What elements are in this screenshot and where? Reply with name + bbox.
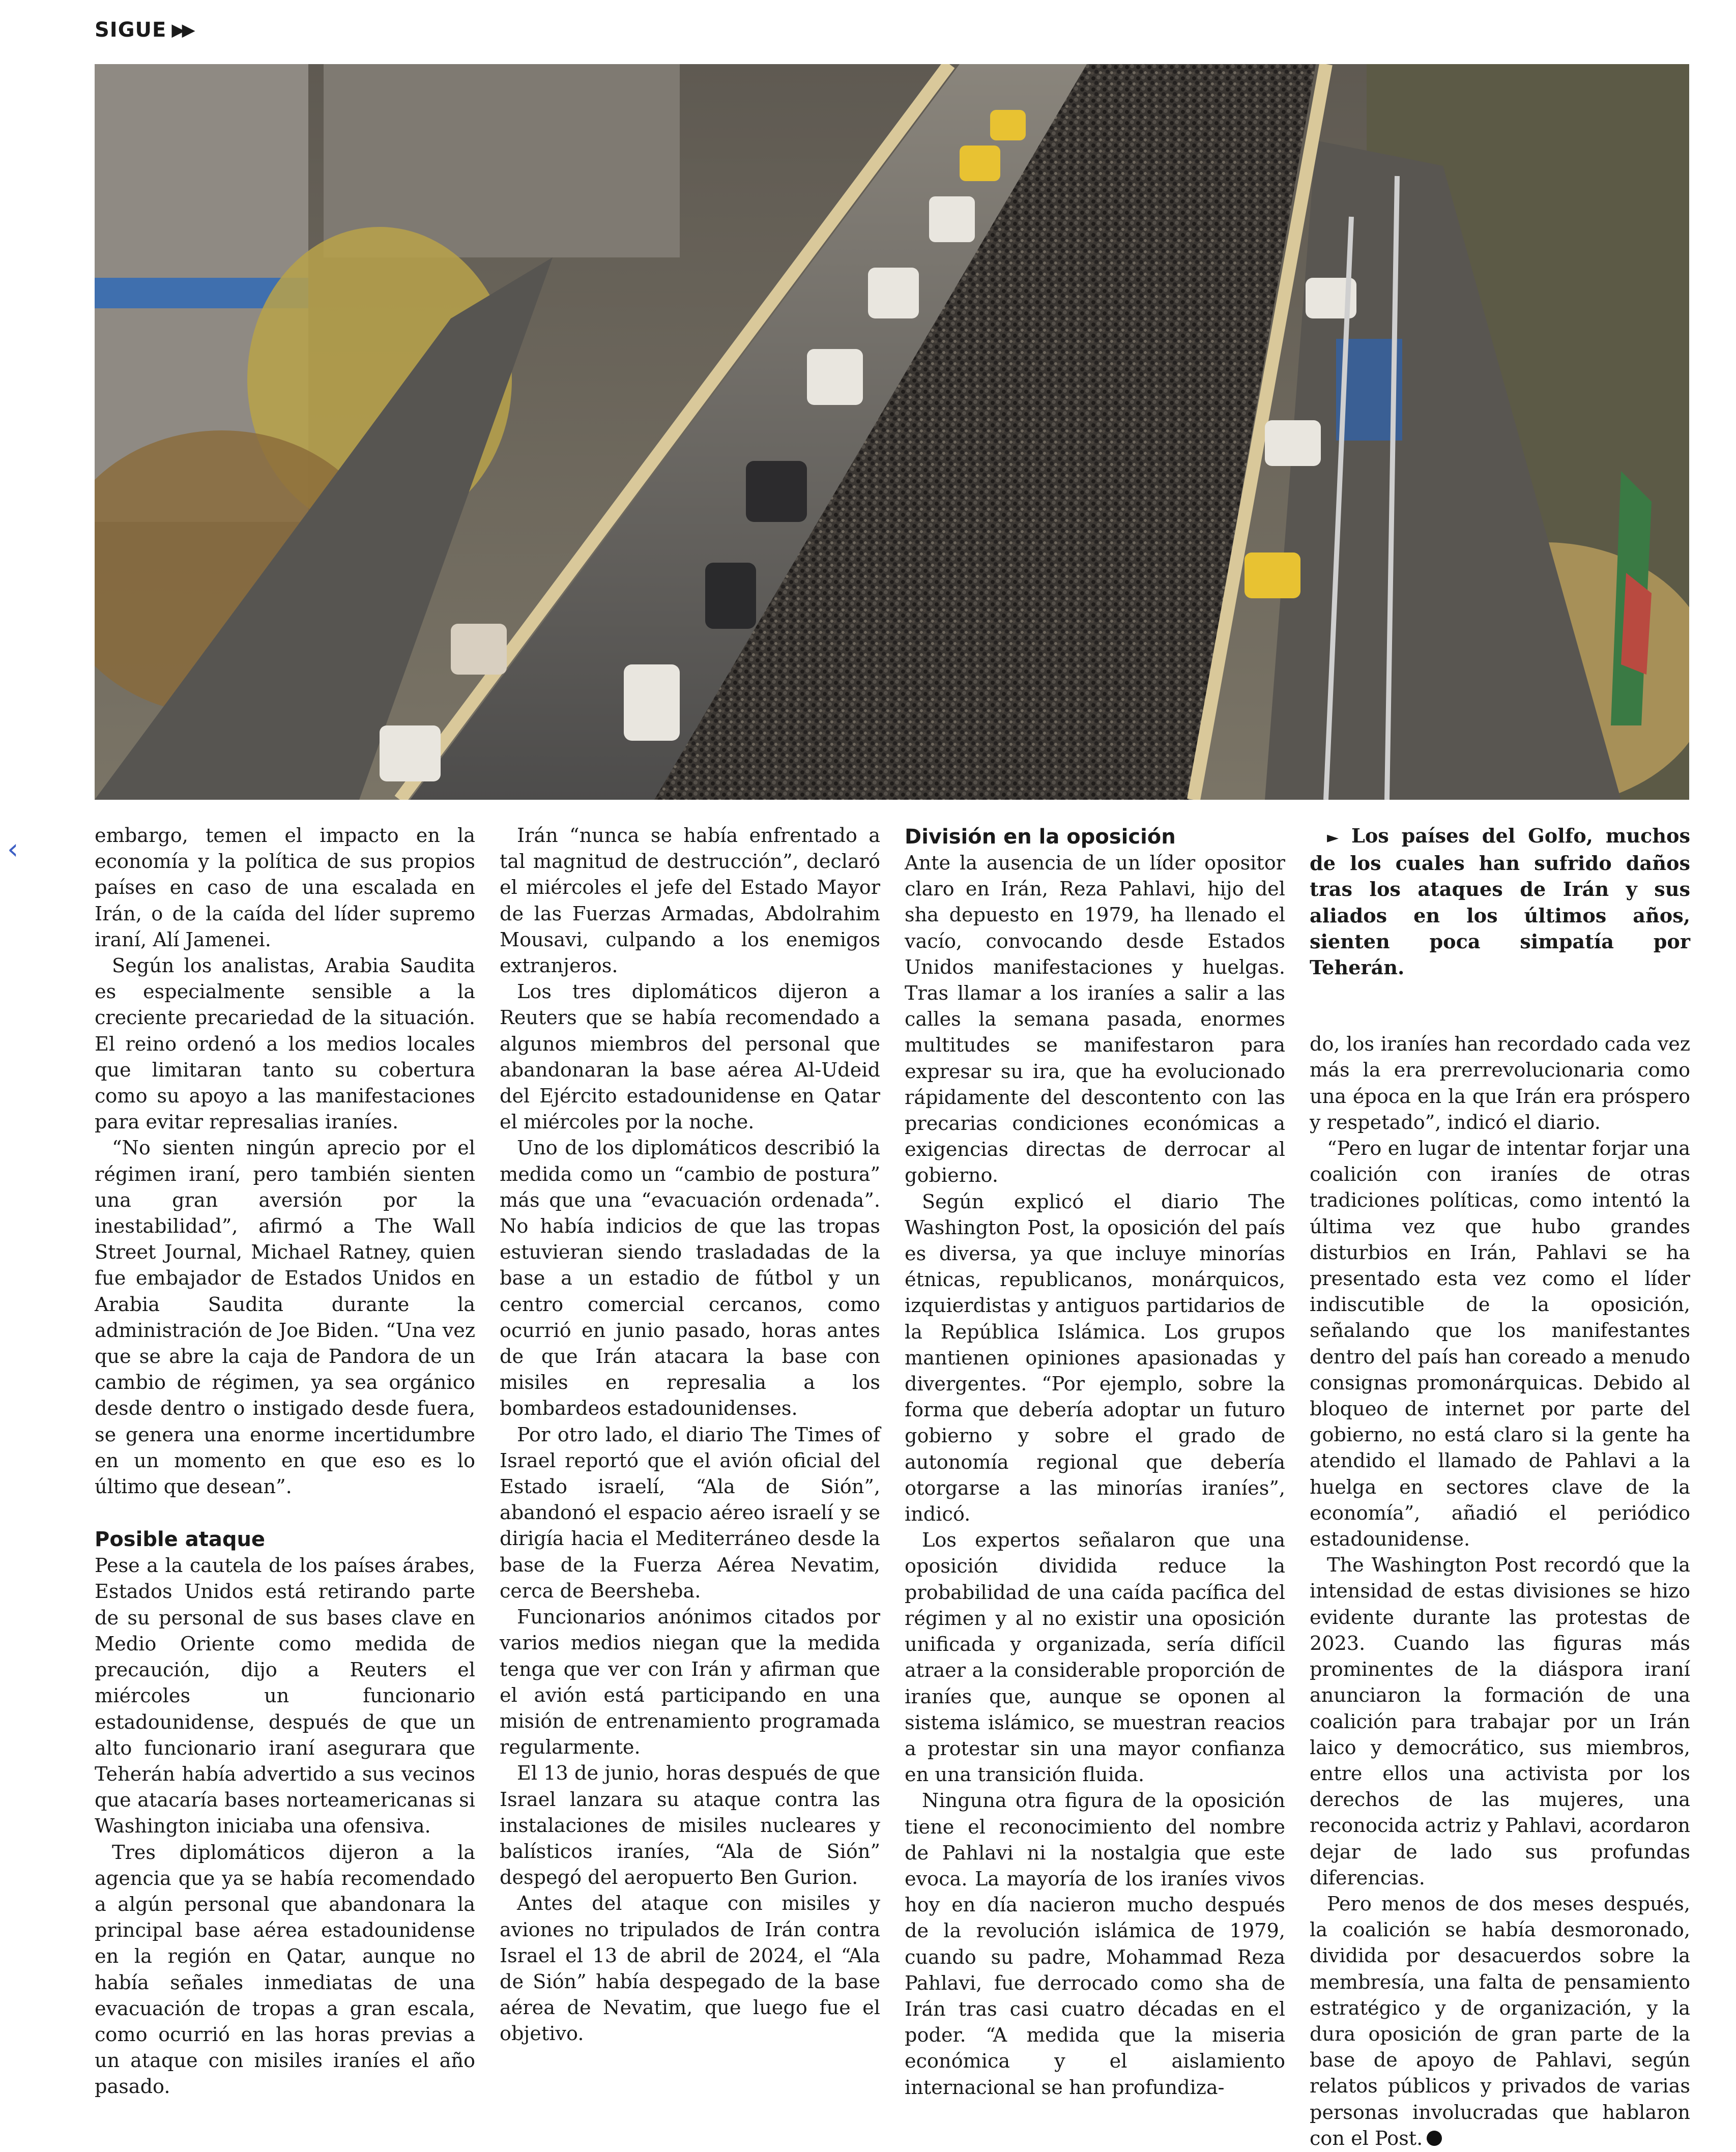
paragraph: Ante la ausencia de un líder opositor claro en Irán, Reza Pahlavi, hijo del sha depuesto en 1979, ha llenado el vacío, convocando desde Estados Unidos manifestaciones y huelgas. Tras llamar a los iraníes a salir a las calles la semana pasada, enormes multitudes se manifestaron para expresar su ira, que ha evolucionado rápidamente del descontento con las precarias condiciones económicas a exigencias directas de derrocar al gobierno. [905, 852, 1285, 1187]
section-heading: División en la oposición [905, 825, 1176, 849]
end-mark-icon [1427, 2131, 1442, 2146]
continues-text: SIGUE [95, 18, 167, 42]
paragraph: Tres diplomáticos dijeron a la agencia que ya se había recomendado a algún personal que abandonara la principal base aérea estadounidense en la región en Qatar, aunque no había señales inmediatas de una evacuación de tropas a gran escala, como ocurrió en las horas previas a un ataque con misiles iraníes el año pasado. [95, 1841, 475, 2099]
column-1 [95, 823, 475, 2101]
news-photo [95, 64, 1689, 800]
paragraph: “No sienten ningún aprecio por el régimen iraní, pero también sienten una gran aversión por la inestabilidad”, afirmó a The Wall Street Journal, Michael Ratney, quien fue embajador de Estados Unidos en Arabia Saudita durante la administración de Joe Biden. “Una vez que se abre la caja de Pandora de un cambio de régimen, ya sea orgánico desde dentro o instigado desde fuera, se genera una enorme incertidumbre en un momento en que eso es lo último que desean”. [95, 1137, 475, 1499]
chevron-left-icon[interactable]: ‹ [7, 833, 19, 866]
triangle-bullet-icon: ► [1327, 829, 1339, 847]
paragraph: Irán “nunca se había enfrentado a tal magnitud de destrucción”, declaró el miércoles el jefe del Estado Mayor de las Fuerzas Armadas, Abdolrahim Mousavi, culpando a los enemigos extranjeros. [500, 825, 880, 978]
pull-quote-text: Los países del Golfo, muchos de los cuales han sufrido daños tras los ataques de Irán y sus aliados en los últimos años, sienten poca simpatía por Teherán. [1310, 825, 1690, 980]
paragraph: Pese a la cautela de los países árabes, Estados Unidos está retirando parte de su personal de sus bases clave en Medio Oriente como medida de precaución, dijo a Reuters el miércoles un funcionario estadounidense, después de que un alto funcionario iraní asegurara que Teherán había advertido a sus vecinos que atacaría bases norteamericanas si Washington iniciaba una ofensiva. [95, 1555, 475, 1838]
paragraph [1310, 1892, 1690, 2152]
paragraph: Los expertos señalaron que una oposición dividida reduce la probabilidad de una caída pacífica del régimen y al no existir una oposición unificada y organizada, sería difícil atraer a la considerable proporción de iraníes que, aunque se oponen al sistema islámico, se muestran reacios a protestar sin una mayor confianza en una transición fluida. [905, 1529, 1285, 1787]
crowd-overpass-illustration [95, 64, 1689, 800]
paragraph: Uno de los diplomáticos describió la medida como un “cambio de postura” más que una “evacuación ordenada”. No había indicios de que las tropas estuvieran siendo trasladadas de la base a un estadio de fútbol y un centro comercial cercanos, como ocurrió en junio pasado, horas antes de que Irán atacara la base con misiles en represalia a los bombardeos estadounidenses. [500, 1137, 880, 1420]
paragraph: Los tres diplomáticos dijeron a Reuters que se había recomendado a algunos miembros del personal que abandonaran la base aérea Al-Udeid del Ejército estadounidense en Qatar el miércoles por la noche. [500, 981, 880, 1134]
paragraph: Según los analistas, Arabia Saudita es especialmente sensible a la creciente precariedad de la situación. El reino ordenó a los medios locales que limitaran tanto su cobertura como su apoyo a las manifestaciones para evitar represalias iraníes. [95, 955, 475, 1134]
paragraph-text: Pero menos de dos meses después, la coalición se había desmoronado, dividida por desacuerdos sobre la membresía, una falta de pensamiento estratégico y de organización, y la dura oposición de gran parte de la base de apoyo de Pahlavi, según relatos públicos y privados de varias personas involucradas que hablaron con el Post. [1310, 1893, 1690, 2150]
paragraph: do, los iraníes han recordado cada vez más la era prerrevolucionaria como una época en la que Irán era próspero y respetado”, indicó el diario. [1310, 1033, 1690, 1134]
column-3 [905, 823, 1285, 2101]
column-2 [500, 823, 880, 2048]
paragraph: El 13 de junio, horas después de que Israel lanzara su ataque contra las instalaciones de misiles nucleares y balísticos iraníes, “Ala de Sión” despegó del aeropuerto Ben Gurion. [500, 1762, 880, 1889]
section-heading: Posible ataque [95, 1528, 266, 1552]
paragraph: Según explicó el diario The Washington Post, la oposición del país es diversa, ya que incluye minorías étnicas, republicanos, monárquicos, izquierdistas y antiguos partidarios de la República Islámica. Los grupos mantienen opiniones apasionadas y divergentes. “Por ejemplo, sobre la forma que debería adoptar un futuro gobierno y sobre el grado de autonomía regional que debería otorgarse a las minorías iraníes”, indicó. [905, 1190, 1285, 1526]
paragraph: “Pero en lugar de intentar forjar una coalición con iraníes de otras tradiciones políticas, como intentó la última vez que hubo grandes disturbios en Irán, Pahlavi se ha presentado esta vez como el líder indiscutible de la oposición, señalando que los manifestantes dentro del país han coreado a menudo consignas promonárquicas. Debido al bloqueo de internet por parte del gobierno, no está claro si la gente ha atendido el llamado de Pahlavi a la huelga en sectores clave de la economía”, añadió el periódico estadounidense. [1310, 1138, 1690, 1551]
paragraph: The Washington Post recordó que la intensidad de estas divisiones se hizo evidente durante las protestas de 2023. Cuando las figuras más prominentes de la diáspora iraní anunciaron la formación de una coalición para trabajar por un Irán laico y democrático, sus miembros, entre ellos una activista por los derechos de las mujeres, una reconocida actriz y Pahlavi, acordaron dejar de lado sus profundas diferencias. [1310, 1554, 1690, 1889]
paragraph: Ninguna otra figura de la oposición tiene el reconocimiento del nombre de Pahlavi ni la nostalgia que este evoca. La mayoría de los iraníes vivos hoy en día nacieron mucho después de la revolución islámica de 1979, cuando su padre, Mohammad Reza Pahlavi, fue derrocado como sha de Irán tras casi cuatro décadas en el poder. “A medida que la miseria económica y el aislamiento internacional se han profundiza- [905, 1790, 1285, 2099]
paragraph: Antes del ataque con misiles y aviones no tripulados de Irán contra Israel el 13 de abril de 2024, el “Ala de Sión” había despegado de la base aérea de Nevatim, que luego fue el objetivo. [500, 1893, 880, 2046]
paragraph: Por otro lado, el diario The Times of Israel reportó que el avión oficial del Estado israelí, “Ala de Sión”, abandonó el espacio aéreo israelí y se dirigía hacia el Mediterráneo desde la base de la Fuerza Aérea Nevatim, cerca de Beersheba. [500, 1423, 880, 1603]
continues-label [95, 18, 192, 42]
paragraph: Funcionarios anónimos citados por varios medios niegan que la medida tenga que ver con Irán y afirman que el avión está participando en una misión de entrenamiento programada regularmente. [500, 1606, 880, 1759]
paragraph: embargo, temen el impacto en la economía y la política de sus propios países en caso de una escalada en Irán, o de la caída del líder supremo iraní, Alí Jamenei. [95, 825, 475, 951]
pull-quote [1310, 823, 1690, 981]
double-arrow-icon: ▶▶ [171, 20, 192, 40]
column-4 [1310, 823, 1690, 2152]
